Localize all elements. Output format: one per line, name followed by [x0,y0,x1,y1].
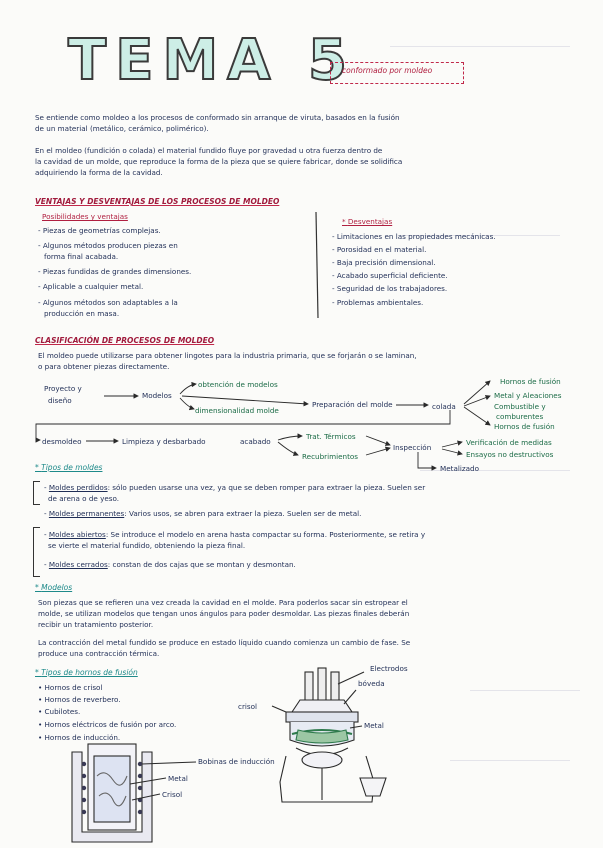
flow-proyecto: Proyecto y [44,384,82,393]
flow-limpieza: Limpieza y desbarbado [122,437,206,446]
modelos-line-5: produce una contracción térmica. [38,649,160,658]
ventajas-neg-item: - Porosidad en el material. [332,245,427,254]
flow-preparacion: Preparación del molde [312,400,393,409]
molde-abierto-cont: se vierte el material fundido, obteniendo la pieza final. [48,541,246,550]
flow-modelos: Modelos [142,391,172,400]
horno-item: • Hornos de reverbero. [38,695,121,704]
intro-line-4: la cavidad de un molde, que reproduce la forma de la pieza que se quiere fabricar, donde se solidifica [35,157,403,166]
label-boveda: bóveda [358,679,385,688]
flow-acabado: acabado [240,437,271,446]
molde-perdido-cont: de arena o de yeso. [48,494,120,503]
flow-hornos: Hornos de fusión [494,422,555,431]
ventajas-neg-title: * Desventajas [342,217,393,226]
clasificacion-heading: CLASIFICACIÓN DE PROCESOS DE MOLDEO [35,336,215,345]
ventajas-pos-title: Posibilidades y ventajas [42,212,128,221]
molde-perdido: - Moldes perdidos: sólo pueden usarse una vez, ya que se deben romper para extraer la pieza. Suelen ser [44,483,426,492]
clasificacion-line-1: El moldeo puede utilizarse para obtener lingotes para la industria primaria, que se forjarán o se laminan, [38,351,417,360]
flow-diseno: diseño [48,396,72,405]
flow-obtencion: obtención de modelos [198,380,278,389]
flow-metalizado: Metalizado [440,464,479,473]
molde-cerrado: - Moldes cerrados: constan de dos cajas que se montan y desmontan. [44,560,296,569]
flow-colada: colada [432,402,456,411]
ventajas-pos-item: - Algunos métodos producen piezas en [38,241,178,250]
ventajas-pos-item: forma final acabada. [44,252,119,261]
molde-abierto: - Moldes abiertos: Se introduce el modelo en arena hasta compactar su forma. Posteriormente, se retira y [44,530,426,539]
tipos-moldes-heading: * Tipos de moldes [35,463,103,472]
flow-hornos: Combustible y [494,402,546,411]
flow-verif: Verificación de medidas [466,438,552,447]
clasificacion-line-2: o para obtener piezas directamente. [38,362,170,371]
flow-ensayos: Ensayos no destructivos [466,450,554,459]
page-title: TEMA 5 [68,28,356,93]
ventajas-neg-item: - Acabado superficial deficiente. [332,271,448,280]
modelos-line-4: La contracción del metal fundido se produce en estado líquido cuando comienza un cambio de fase. Se [38,638,411,647]
flow-inspeccion: Inspección [393,443,432,452]
modelos-heading: * Modelos [35,583,73,592]
ventajas-neg-item: - Limitaciones en las propiedades mecánicas. [332,232,496,241]
horno-item: • Hornos de inducción. [38,733,121,742]
flow-recubrimientos: Recubrimientos [302,452,359,461]
flow-dimensionalidad: dimensionalidad molde [195,406,279,415]
label-electrodos: Electrodos [370,664,408,673]
intro-line-5: adquiriendo la forma de la cavidad. [35,168,163,177]
ventajas-neg-item: - Baja precisión dimensional. [332,258,436,267]
label-crisol-arc: crisol [238,702,258,711]
ventajas-pos-item: - Piezas fundidas de grandes dimensiones. [38,267,192,276]
horno-item: • Hornos eléctricos de fusión por arco. [38,720,177,729]
flow-desmoldeo: desmoldeo [42,437,82,446]
ventajas-pos-item: producción en masa. [44,309,120,318]
flow-trat: Trat. Térmicos [306,432,356,441]
ventajas-pos-item: - Algunos métodos son adaptables a la [38,298,178,307]
ventajas-pos-item: - Piezas de geometrías complejas. [38,226,161,235]
modelos-line-3: recibir un tratamiento posterior. [38,620,154,629]
ventajas-heading: VENTAJAS Y DESVENTAJAS DE LOS PROCESOS DE MOLDEO [35,197,280,206]
flow-hornos: Metal y Aleaciones [494,391,562,400]
hornos-heading: * Tipos de hornos de fusión [35,668,138,677]
label-bobinas: Bobinas de inducción [198,757,275,766]
label-metal: Metal [168,774,188,783]
modelos-line-1: Son piezas que se refieren una vez creada la cavidad en el molde. Para poderlos sacar sin estropear el [38,598,408,607]
label-crisol: Crisol [162,790,183,799]
molde-permanente: - Moldes permanentes: Varios usos, se abren para extraer la pieza. Suelen ser de metal. [44,509,362,518]
flow-hornos: comburentes [496,412,544,421]
horno-item: • Hornos de crisol [38,683,103,692]
flow-hornos: Hornos de fusión [500,377,561,386]
ventajas-pos-item: - Aplicable a cualquier metal. [38,282,144,291]
intro-line-1: Se entiende como moldeo a los procesos de conformado sin arranque de viruta, basados en la fusión [35,113,400,122]
page-subtitle: conformado por moldeo [342,66,433,75]
label-metal-arc: Metal [364,721,384,730]
ventajas-neg-item: - Seguridad de los trabajadores. [332,284,448,293]
horno-item: • Cubilotes. [38,707,81,716]
modelos-line-2: molde, se utilizan modelos que tengan unos ángulos para poder desmoldar. Las piezas finales deberán [38,609,410,618]
ventajas-neg-item: - Problemas ambientales. [332,298,424,307]
intro-line-3: En el moldeo (fundición o colada) el material fundido fluye por gravedad u otra fuerza dentro de [35,146,383,155]
intro-line-2: de un material (metálico, cerámico, polimérico). [35,124,209,133]
